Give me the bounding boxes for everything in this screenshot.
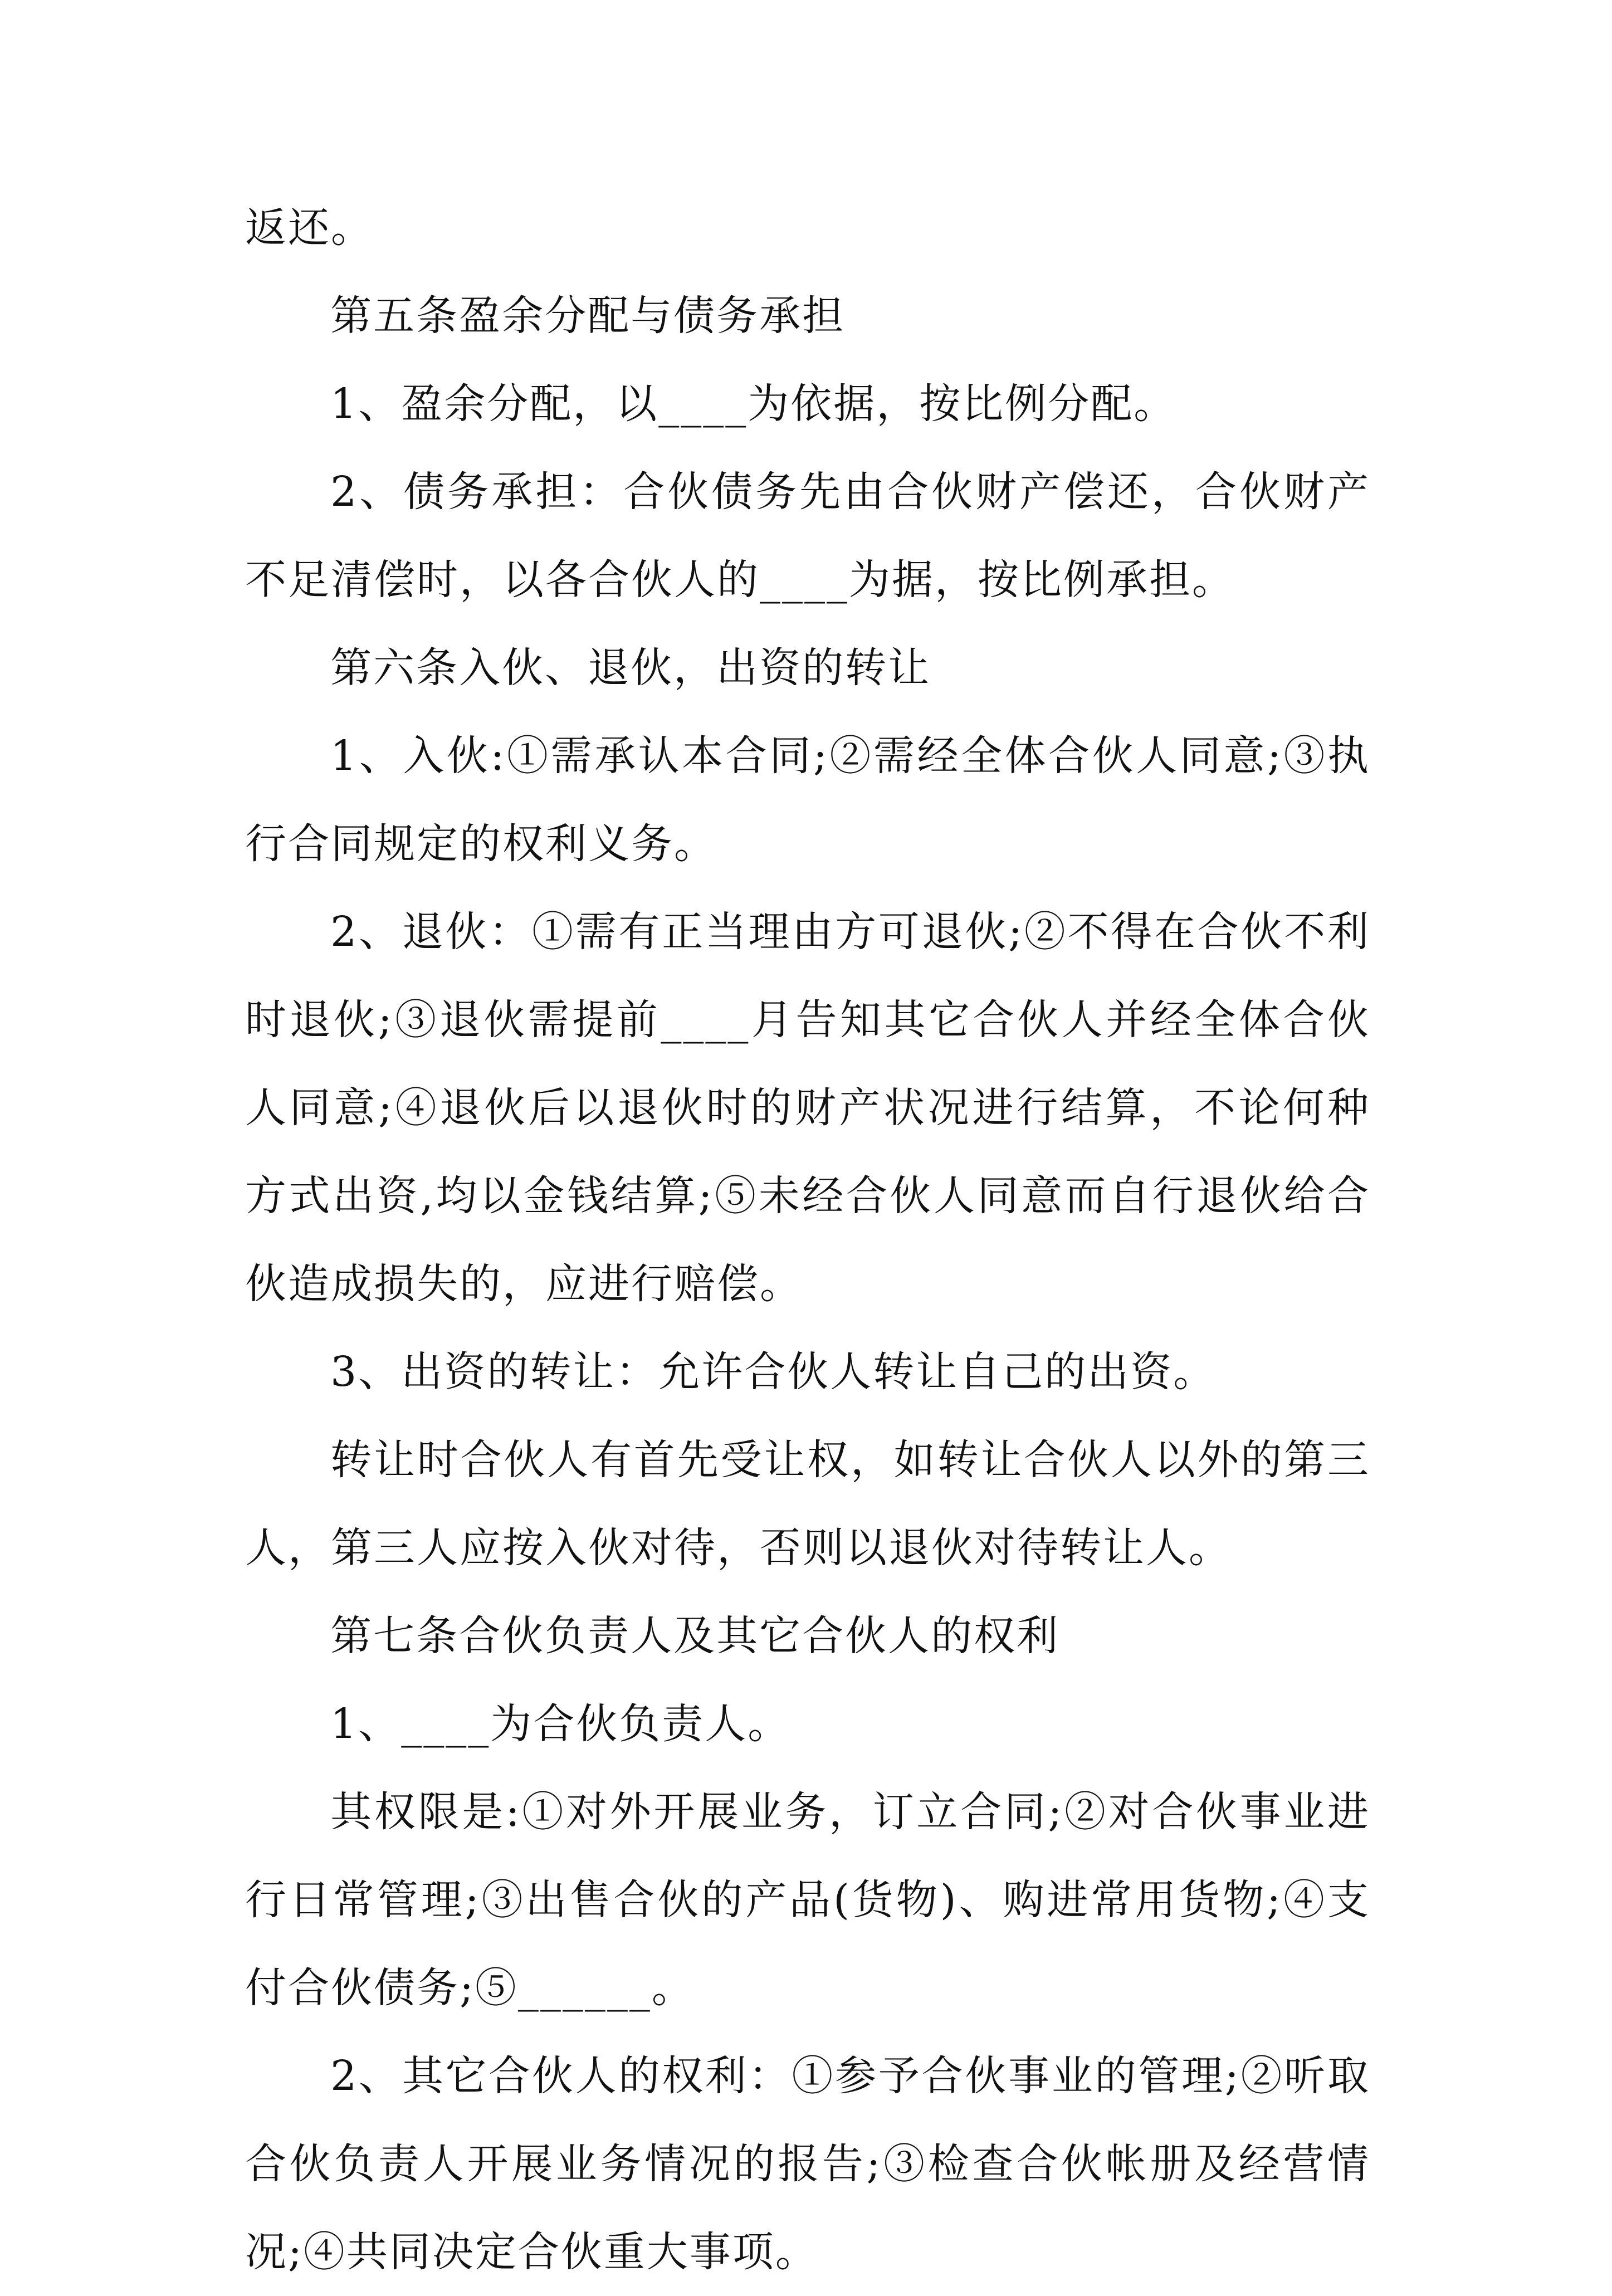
paragraph-return: 返还。 xyxy=(245,204,374,252)
article-7-heading: 第七条合伙负责人及其它合伙人的权利 xyxy=(330,1612,1060,1660)
article-7-item-2: 2、其它合伙人的权利：①参予合伙事业的管理;②听取合伙负责人开展业务情况的报告;③检查合伙帐册及经营情况;④共同决定合伙重大事项。 xyxy=(245,2052,1370,2276)
article-6-item-2: 2、退伙：①需有正当理由方可退伙;②不得在合伙不利时退伙;③退伙需提前____月告知其它合伙人并经全体合伙人同意;④退伙后以退伙时的财产状况进行结算，不论何种方式出资,均以金钱结算;⑤未经合伙人同意而自行退伙给合伙造成损失的，应进行赔偿。 xyxy=(245,908,1370,1308)
article-6-item-3: 3、出资的转让：允许合伙人转让自己的出资。 xyxy=(330,1348,1217,1396)
article-7-item-1: 1、____为合伙负责人。 xyxy=(330,1700,791,1748)
article-6-heading: 第六条入伙、退伙，出资的转让 xyxy=(330,644,931,692)
article-5-item-1: 1、盈余分配，以____为依据，按比例分配。 xyxy=(330,380,1177,428)
article-6-item-1: 1、入伙:①需承认本合同;②需经全体合伙人同意;③执行合同规定的权利义务。 xyxy=(245,732,1370,868)
document-page xyxy=(245,184,1370,2296)
article-5-item-2: 2、债务承担：合伙债务先由合伙财产偿还，合伙财产不足清偿时，以各合伙人的____为据，按比例承担。 xyxy=(245,468,1370,604)
article-6-item-3-detail: 转让时合伙人有首先受让权，如转让合伙人以外的第三人，第三人应按入伙对待，否则以退伙对待转让人。 xyxy=(245,1436,1370,1572)
article-5-heading: 第五条盈余分配与债务承担 xyxy=(330,292,846,340)
article-7-item-1-authority: 其权限是:①对外开展业务，订立合同;②对合伙事业进行日常管理;③出售合伙的产品(货物)、购进常用货物;④支付合伙债务;⑤______。 xyxy=(245,1788,1370,2012)
